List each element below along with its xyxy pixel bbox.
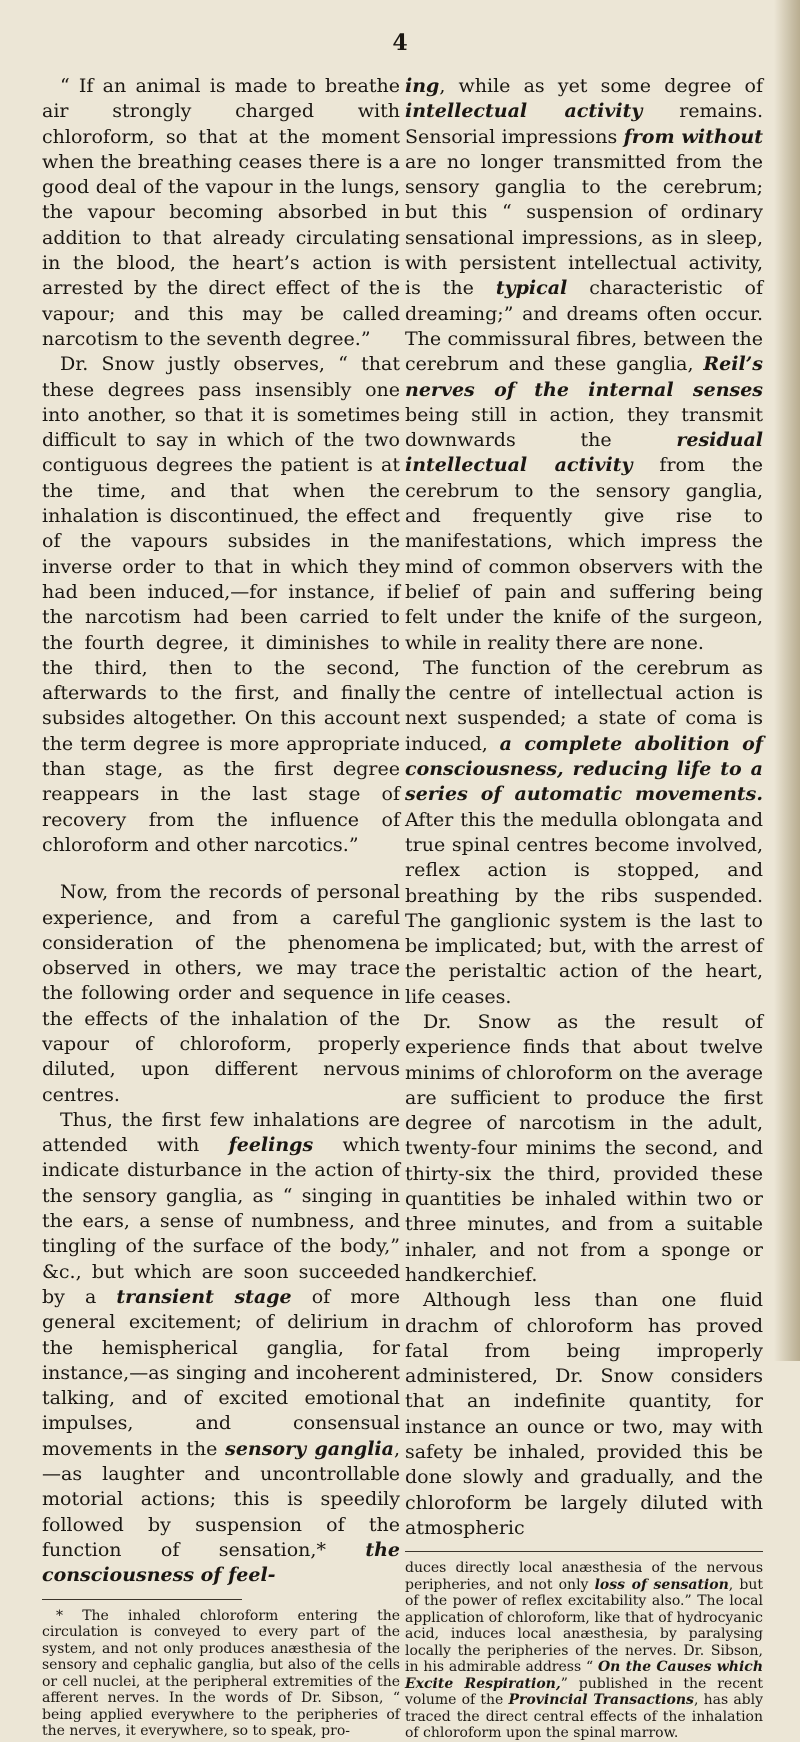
footnote-continuation (405, 1560, 763, 1742)
paragraph-cerebrum-suspended (405, 656, 763, 1010)
text-run: from the cerebrum to the sensory ganglia, and frequently give rise to manifestations, which impress the mind of common observers with the belief of pain and suffering being felt under the knife of the surgeon, while in reality there are none. (405, 454, 764, 654)
paragraph-minims: Dr. Snow as the result of experience finds that about twelve minims of chloroform on the average are sufficient to produce the first degree of narcotism in the adult, twenty-four minims the second, and thirty-six the third, provided these quantities be inhaled within two or three minutes, and from a suitable inhaler, and not from a sponge or handkerchief. (405, 1010, 763, 1286)
footnote-divider (42, 1599, 242, 1600)
text-run: duces directly local anæsthesia of the nervous peripheries, and not only (405, 1560, 763, 1593)
emphasis: residual intellectual activity (405, 429, 763, 477)
paragraph-first-inhalations (42, 1108, 400, 1589)
text-run: , but of the power of reflex excitability also.” The local application of chloroform, like that of hydrocyanic acid, induces local anæsthesia, by paralysing locally the peripheries of the nerves. Dr. Sibson, in his admirable address “ (405, 1576, 763, 1676)
page-edge-shadow (774, 0, 800, 1361)
text-run: , has ably traced the direct central effects of the inhalation of chloroform upon the spinal marrow. (405, 1692, 764, 1742)
text-run: are no longer transmitted from the sensory ganglia to the cerebrum; but this “ suspension of ordinary sensational impressions, as in sleep, with persistent intellectual activity, is the (405, 150, 763, 300)
page-number: 4 (392, 30, 408, 56)
footnote-divider (405, 1551, 763, 1552)
text-run: , while as yet some degree of (439, 75, 763, 97)
paragraph-snow-degrees: Dr. Snow justly observes, “ that these degrees pass insensibly one into another, so that it is sometimes difficult to say in which of the two contiguous degrees the patient is at the time, and that when the inhalation is discontinued, the effect of the vapours subsides in the inverse order to that in which they had been induced,—for instance, if the narcotism had been carried to the fourth degree, it diminishes to the third, then to the second, afterwards to the first, and finally subsides altogether. On this account the term degree is more appropriate than stage, as the first degree reappears in the last stage of recovery from the influence of chloroform and other narcotics.” (42, 353, 400, 856)
emphasis: Provincial Transactions (508, 1692, 694, 1709)
emphasis: the consciousness of feel- (42, 1538, 400, 1587)
paragraph-intellectual-activity (405, 74, 763, 656)
emphasis: Reil’s nerves of the internal senses (405, 353, 763, 401)
right-column (405, 74, 763, 1742)
text-run: which indicate disturbance in the action of the sensory ganglia, as “ singing in the ears, a sense of numbness, and tingling of the surface of the body,” &c., but which are soon succeeded by a (42, 1134, 400, 1308)
emphasis: typical (495, 277, 568, 300)
text-run: ,—as laughter and uncontrollable motorial actions; this is speedily followed by suspension of the function of sensation,* (42, 1437, 400, 1561)
emphasis: intellectual activity (405, 100, 643, 123)
text-run: remains. Sensorial impressions (405, 100, 763, 148)
footnote: * The inhaled chloroform entering the circulation is conveyed to every part of the system, and not only produces anæsthesia of the sensory and cephalic ganglia, but also of the cells or cell nuclei, at the peripheral extremities of the afferent nerves. In the words of Dr. Sibson, “ being applied everywhere to the peripheries of the nerves, it everywhere, so to speak, pro- (42, 1607, 400, 1740)
text-run: ” published in the recent volume of the (405, 1675, 763, 1709)
text-run: of more general excitement; of delirium in the hemispherical ganglia, for instance,—as singing and incoherent talking, and of excited emotional impulses, and consensual movements in the (42, 1285, 400, 1460)
text-run: The function of the cerebrum as the centre of intellectual action is next suspended; a state of coma is induced, (405, 656, 763, 755)
emphasis: from without (623, 125, 763, 148)
emphasis: sensory ganglia (225, 1437, 394, 1460)
left-column (42, 74, 400, 1740)
emphasis: transient stage (116, 1285, 292, 1308)
paragraph-personal-experience: Now, from the records of personal experience, and from a careful consideration of the phenomena observed in others, we may trace the following order and sequence in the effects of the inhalation of the vapour of chloroform, properly diluted, upon different nervous centres. (42, 881, 400, 1106)
emphasis: loss of sensation (594, 1576, 729, 1593)
text-run: After this the medulla oblongata and true spinal centres become involved, reflex action is stopped, and breathing by the ribs suspended. The ganglionic system is the last to be implicated; but, with the arrest of the peristaltic action of the heart, life ceases. (405, 808, 763, 1008)
emphasis: feelings (228, 1134, 314, 1157)
text-run: Thus, the first few inhalations are attended with (42, 1108, 400, 1157)
paragraph-animal-experiment: “ If an animal is made to breathe air strongly charged with chloroform, so that at the moment when the breathing ceases there is a good deal of the vapour in the lungs, the vapour becoming absorbed in addition to that already circulating in the blood, the heart’s action is arrested by the direct effect of the vapour; and this may be called narcotism to the seventh degree.” (42, 75, 400, 350)
paragraph-fluid-drachm: Although less than one fluid drachm of chloroform has proved fatal from being improperly administered, Dr. Snow considers that an indefinite quantity, for instance an ounce or two, may with safety be inhaled, provided this be done slowly and gradually, and the chloroform be largely diluted with atmospheric (405, 1289, 763, 1539)
emphasis: ing (405, 75, 440, 97)
text-run: being still in action, they transmit downwards the (405, 403, 763, 452)
text-run: characteristic of dreaming;” and dreams often occur. The commissural fibres, between the cerebrum and these ganglia, (405, 277, 763, 376)
emphasis: a complete abolition of consciousness, reducing life to a series of automatic movements. (405, 732, 763, 806)
emphasis: On the Causes which Excite Respiration, (405, 1659, 763, 1692)
